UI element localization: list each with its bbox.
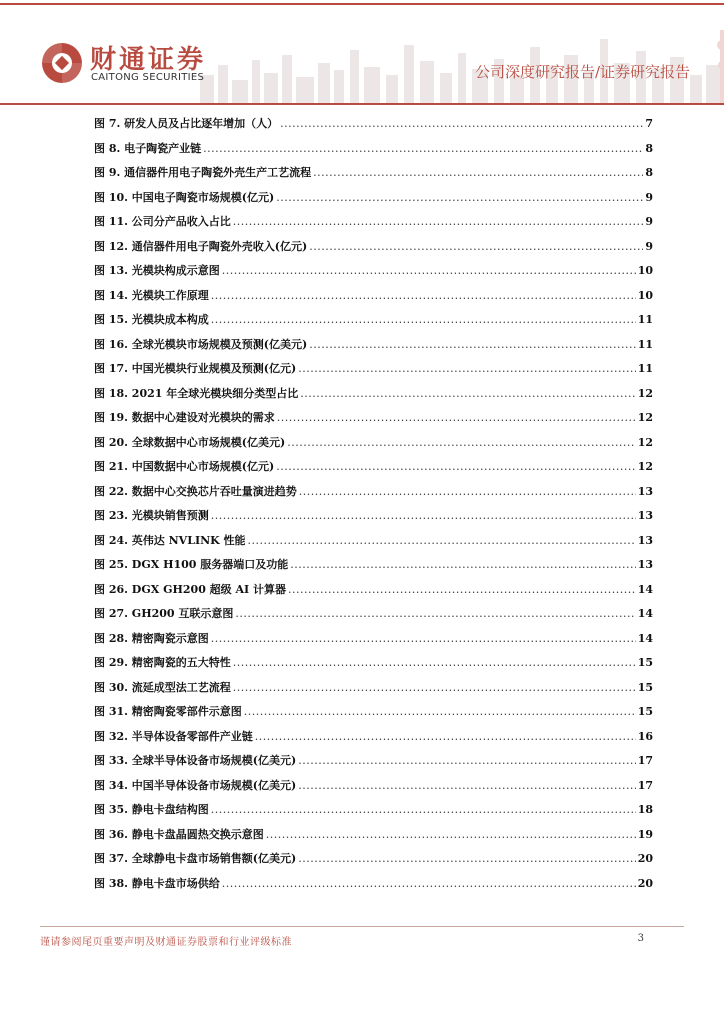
- toc-entry[interactable]: [94, 777, 653, 802]
- toc-leader-dots: [211, 632, 636, 645]
- header-rule: [0, 103, 724, 105]
- toc-entry-page: 12: [637, 386, 653, 400]
- toc-entry-label: 图 29. 精密陶瓷的五大特性: [94, 656, 231, 669]
- toc-leader-dots: [288, 583, 636, 596]
- toc-entry-page: 20: [637, 876, 653, 890]
- toc-leader-dots: [287, 436, 635, 449]
- toc-entry-label: 图 33. 全球半导体设备市场规模(亿美元): [94, 754, 297, 767]
- toc-leader-dots: [233, 656, 636, 669]
- page-number: 3: [637, 933, 644, 944]
- toc-entry-page: 14: [637, 607, 653, 620]
- toc-entry[interactable]: [94, 213, 653, 238]
- toc-entry-page: 14: [637, 582, 653, 596]
- toc-leader-dots: [300, 387, 635, 400]
- toc-entry-label: 图 25. DGX H100 服务器端口及功能: [94, 558, 289, 571]
- toc-leader-dots: [290, 558, 635, 571]
- toc-entry-label: 图 10. 中国电子陶瓷市场规模(亿元): [94, 190, 275, 204]
- toc-entry-page: 13: [637, 558, 653, 571]
- toc-entry-page: 8: [645, 166, 653, 179]
- report-type: 公司深度研究报告/证券研究报告: [474, 63, 690, 81]
- toc-entry-page: 11: [637, 362, 653, 375]
- toc-leader-dots: [233, 681, 636, 694]
- toc-leader-dots: [309, 338, 635, 351]
- toc-entry-label: 图 31. 精密陶瓷零部件示意图: [94, 705, 242, 718]
- toc-entry[interactable]: [94, 483, 653, 508]
- toc-leader-dots: [280, 117, 643, 130]
- toc-leader-dots: [211, 509, 636, 522]
- toc-leader-dots: [298, 852, 635, 865]
- toc-entry-page: 16: [637, 729, 653, 743]
- toc-entry-label: 图 26. DGX GH200 超级 AI 计算器: [94, 582, 287, 596]
- toc-entry-page: 19: [637, 827, 653, 841]
- toc-entry-page: 13: [637, 533, 653, 547]
- toc-entry-label: 图 36. 静电卡盘晶圆热交换示意图: [94, 827, 264, 841]
- toc-leader-dots: [276, 460, 635, 473]
- caitong-logo-icon: [40, 41, 84, 85]
- toc-entry-label: 图 20. 全球数据中心市场规模(亿美元): [94, 435, 286, 449]
- toc-entry-label: 图 32. 半导体设备零部件产业链: [94, 729, 253, 743]
- toc-entry-page: 12: [637, 435, 653, 449]
- toc-entry[interactable]: [94, 434, 653, 459]
- toc-leader-dots: [222, 877, 636, 890]
- toc-entry[interactable]: [94, 115, 653, 140]
- toc-leader-dots: [222, 264, 636, 277]
- toc-leader-dots: [203, 142, 643, 155]
- toc-entry[interactable]: [94, 385, 653, 410]
- toc-entry-page: 20: [637, 852, 653, 865]
- toc-leader-dots: [211, 289, 636, 302]
- toc-entry-label: 图 8. 电子陶瓷产业链: [94, 141, 202, 155]
- toc-entry-label: 图 11. 公司分产品收入占比: [94, 215, 231, 228]
- toc-entry-label: 图 9. 通信器件用电子陶瓷外壳生产工艺流程: [94, 166, 312, 179]
- toc-entry-label: 图 34. 中国半导体设备市场规模(亿美元): [94, 778, 297, 792]
- toc-leader-dots: [211, 313, 636, 326]
- toc-entry[interactable]: [94, 189, 653, 214]
- toc-entry[interactable]: [94, 507, 653, 532]
- toc-entry[interactable]: [94, 703, 653, 728]
- toc-entry-page: 10: [637, 264, 653, 277]
- toc-entry[interactable]: [94, 409, 653, 434]
- toc-entry-label: 图 35. 静电卡盘结构图: [94, 803, 209, 816]
- toc-entry[interactable]: [94, 679, 653, 704]
- toc-entry-label: 图 27. GH200 互联示意图: [94, 607, 234, 620]
- toc-entry[interactable]: [94, 360, 653, 385]
- toc-leader-dots: [309, 240, 643, 253]
- toc-entry-page: 12: [637, 460, 653, 473]
- figure-index-list: [94, 115, 653, 899]
- toc-entry-label: 图 21. 中国数据中心市场规模(亿元): [94, 460, 275, 473]
- toc-entry-label: 图 16. 全球光模块市场规模及预测(亿美元): [94, 337, 308, 351]
- brand-name-cn: 财通证券: [90, 45, 207, 75]
- toc-entry-page: 7: [645, 117, 653, 130]
- toc-leader-dots: [276, 191, 643, 204]
- toc-entry[interactable]: [94, 875, 653, 900]
- toc-entry[interactable]: [94, 728, 653, 753]
- toc-entry[interactable]: [94, 556, 653, 581]
- toc-entry-page: 18: [637, 803, 653, 816]
- toc-entry-page: 9: [645, 215, 653, 228]
- toc-entry-page: 8: [645, 141, 653, 155]
- toc-entry-label: 图 30. 流延成型法工艺流程: [94, 680, 231, 694]
- toc-entry-label: 图 12. 通信器件用电子陶瓷外壳收入(亿元): [94, 239, 308, 253]
- toc-leader-dots: [299, 485, 636, 498]
- toc-entry-page: 15: [637, 656, 653, 669]
- toc-entry-page: 12: [637, 411, 653, 424]
- toc-entry[interactable]: [94, 581, 653, 606]
- toc-entry[interactable]: [94, 238, 653, 263]
- page-header: [0, 5, 724, 106]
- toc-entry-page: 15: [637, 680, 653, 694]
- toc-entry-label: 图 37. 全球静电卡盘市场销售额(亿美元): [94, 852, 297, 865]
- toc-leader-dots: [235, 607, 635, 620]
- toc-leader-dots: [313, 166, 643, 179]
- toc-entry[interactable]: [94, 287, 653, 312]
- footer-rule: [40, 926, 684, 927]
- toc-entry[interactable]: [94, 532, 653, 557]
- toc-entry-page: 9: [645, 239, 653, 253]
- toc-entry-page: 11: [637, 313, 653, 326]
- toc-entry-label: 图 7. 研发人员及占比逐年增加（人）: [94, 117, 279, 130]
- toc-entry-label: 图 23. 光模块销售预测: [94, 509, 209, 522]
- toc-entry-label: 图 13. 光模块构成示意图: [94, 264, 220, 277]
- toc-entry[interactable]: [94, 164, 653, 189]
- toc-entry-page: 17: [637, 778, 653, 792]
- toc-entry[interactable]: [94, 262, 653, 287]
- toc-leader-dots: [266, 828, 636, 841]
- toc-entry-page: 17: [637, 754, 653, 767]
- toc-entry[interactable]: [94, 458, 653, 483]
- toc-entry[interactable]: [94, 605, 653, 630]
- toc-entry[interactable]: [94, 654, 653, 679]
- toc-leader-dots: [298, 362, 635, 375]
- toc-entry-label: 图 38. 静电卡盘市场供给: [94, 876, 220, 890]
- toc-entry-label: 图 24. 英伟达 NVLINK 性能: [94, 533, 246, 547]
- toc-entry[interactable]: [94, 850, 653, 875]
- toc-entry-page: 9: [645, 190, 653, 204]
- toc-leader-dots: [277, 411, 636, 424]
- toc-entry-page: 10: [637, 288, 653, 302]
- toc-leader-dots: [298, 779, 635, 792]
- toc-entry[interactable]: [94, 826, 653, 851]
- brand-name-en: CAITONG SECURITIES: [91, 72, 205, 83]
- toc-entry-label: 图 22. 数据中心交换芯片吞吐量演进趋势: [94, 484, 297, 498]
- toc-entry-page: 13: [637, 484, 653, 498]
- toc-entry-label: 图 28. 精密陶瓷示意图: [94, 631, 209, 645]
- toc-entry[interactable]: [94, 311, 653, 336]
- toc-entry-label: 图 17. 中国光模块行业规模及预测(亿元): [94, 362, 297, 375]
- toc-entry-page: 13: [637, 509, 653, 522]
- toc-entry-page: 11: [637, 337, 653, 351]
- toc-entry-page: 14: [637, 631, 653, 645]
- toc-entry[interactable]: [94, 336, 653, 361]
- toc-entry-label: 图 14. 光模块工作原理: [94, 288, 209, 302]
- toc-leader-dots: [233, 215, 644, 228]
- toc-leader-dots: [244, 705, 636, 718]
- toc-leader-dots: [211, 803, 636, 816]
- toc-entry-label: 图 18. 2021 年全球光模块细分类型占比: [94, 386, 299, 400]
- toc-leader-dots: [298, 754, 635, 767]
- toc-entry-label: 图 15. 光模块成本构成: [94, 313, 209, 326]
- toc-entry[interactable]: [94, 752, 653, 777]
- toc-entry[interactable]: [94, 140, 653, 165]
- toc-leader-dots: [255, 730, 636, 743]
- toc-entry-page: 15: [637, 705, 653, 718]
- toc-entry-label: 图 19. 数据中心建设对光模块的需求: [94, 411, 275, 424]
- toc-leader-dots: [248, 534, 636, 547]
- toc-entry[interactable]: [94, 801, 653, 826]
- toc-entry[interactable]: [94, 630, 653, 655]
- footer-disclaimer: 谨请参阅尾页重要声明及财通证券股票和行业评级标准: [40, 937, 292, 948]
